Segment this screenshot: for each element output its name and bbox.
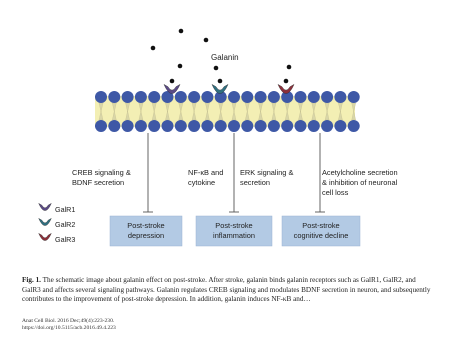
lipid-head xyxy=(228,120,240,132)
lipid-head xyxy=(348,91,360,103)
bound-galanin-dot xyxy=(284,79,289,84)
legend-item-galr3 xyxy=(39,233,76,244)
lipid-head xyxy=(122,91,134,103)
lipid-head xyxy=(255,91,267,103)
lipid-head xyxy=(148,120,160,132)
citation xyxy=(22,318,322,333)
lipid-head xyxy=(255,120,267,132)
lipid-head xyxy=(135,120,147,132)
lipid-head xyxy=(321,91,333,103)
lipid-head xyxy=(122,120,134,132)
lipid-head xyxy=(334,91,346,103)
lipid-head xyxy=(201,91,213,103)
galanin-dot xyxy=(151,46,156,51)
citation-journal: Anat Cell Biol. 2016 Dec;49(4):223-230. xyxy=(22,318,115,324)
receptor-body xyxy=(278,84,294,93)
legend-label: GalR1 xyxy=(55,205,76,214)
receptor-galr2 xyxy=(212,79,228,94)
outcome-box-cognitive-decline xyxy=(282,216,360,246)
galanin-dot xyxy=(179,29,184,34)
lipid-head xyxy=(135,91,147,103)
lipid-head xyxy=(175,120,187,132)
lipid-head xyxy=(321,120,333,132)
lipid-head xyxy=(188,91,200,103)
caption-label: Fig. 1. xyxy=(22,276,41,284)
legend-item-galr1 xyxy=(39,203,76,214)
receptor-galr3 xyxy=(278,79,294,94)
galanin-molecules xyxy=(151,29,292,71)
galr3-icon xyxy=(39,233,52,240)
bound-galanin-dot xyxy=(170,79,175,84)
lipid-head xyxy=(215,120,227,132)
lipid-head xyxy=(241,91,253,103)
galanin-dot xyxy=(178,64,183,69)
lipid-head xyxy=(295,91,307,103)
lipid-head xyxy=(108,120,120,132)
pathway-label-ach: Acetylcholine secretion & inhibition of neuronal cell loss xyxy=(322,168,398,197)
legend-label: GalR2 xyxy=(55,220,76,229)
lipid-head xyxy=(281,120,293,132)
lipid-head xyxy=(108,91,120,103)
lipid-head xyxy=(295,120,307,132)
lipid-head xyxy=(308,91,320,103)
lipid-head xyxy=(348,120,360,132)
lipid-head xyxy=(148,91,160,103)
svg-text:Post-strokecognitive decline: Post-stroke cognitive decline xyxy=(293,221,349,240)
galr1-icon xyxy=(39,203,52,210)
legend-item-galr2 xyxy=(39,218,76,229)
svg-text:Post-strokedepression: Post-stroke depression xyxy=(127,221,165,240)
legend-label: GalR3 xyxy=(55,235,76,244)
galanin-label: Galanin xyxy=(211,53,239,62)
caption-text: The schematic image about galanin effect on post-stroke. After stroke, galanin binds galanin receptors such as GalR1, GalR2, and GalR3 and affects several signaling pathways. Galanin regulates CREB signaling and modulates BDNF secretion in neuron, and subsequently contributes to the improvement of post-stroke depression. In addition, galanin induces NF-κB and… xyxy=(22,276,431,304)
galanin-dot xyxy=(214,66,219,71)
pathway-label-erk: ERK signaling & secretion xyxy=(240,168,294,187)
galanin-dot xyxy=(204,38,209,43)
outcome-box-inflammation xyxy=(196,216,272,246)
cell-membrane xyxy=(95,91,360,132)
figure-caption xyxy=(22,276,432,305)
lipid-head xyxy=(268,91,280,103)
lipid-head xyxy=(334,120,346,132)
lipid-head xyxy=(162,120,174,132)
outcome-box-depression xyxy=(110,216,182,246)
lipid-head xyxy=(308,120,320,132)
lipid-head xyxy=(241,120,253,132)
lipid-head xyxy=(188,120,200,132)
signaling-lines xyxy=(143,133,325,212)
lipid-head xyxy=(228,91,240,103)
lipid-head xyxy=(95,91,107,103)
galr2-icon xyxy=(39,218,52,225)
receptor-legend xyxy=(39,203,76,244)
bound-galanin-dot xyxy=(218,79,223,84)
citation-doi: https://doi.org/10.5115/acb.2016.49.4.223 xyxy=(22,325,116,332)
lipid-head xyxy=(201,120,213,132)
lipid-head xyxy=(95,120,107,132)
galanin-dot xyxy=(287,65,292,70)
receptor-body xyxy=(212,84,228,93)
lipid-head xyxy=(175,91,187,103)
pathway-label-creb: CREB signaling & BDNF secretion xyxy=(72,168,131,187)
pathway-label-nfkb: NF-κB and cytokine xyxy=(188,168,224,187)
svg-text:Post-strokeinflammation: Post-stroke inflammation xyxy=(213,221,255,240)
lipid-head xyxy=(268,120,280,132)
